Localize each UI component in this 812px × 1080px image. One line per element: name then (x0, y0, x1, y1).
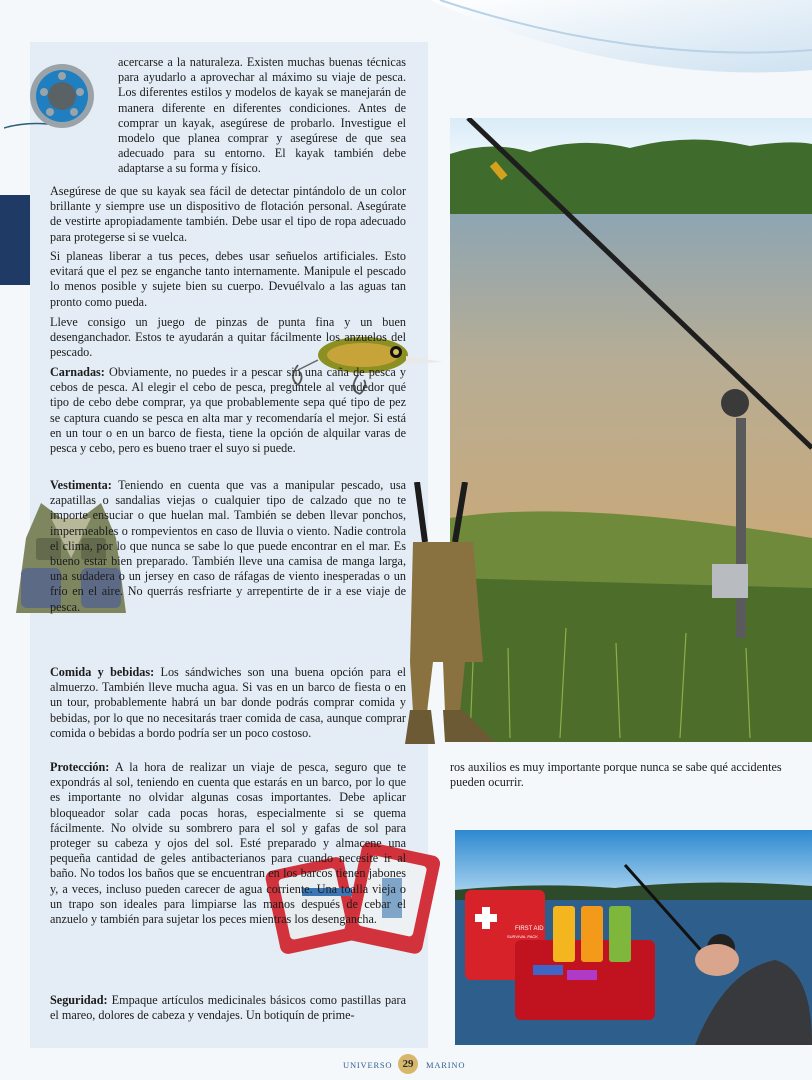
carnadas-text: Obviamente, no puedes ir a pescar sin una caña de pesca y cebos de pesca. Al elegir el cebo de pesca, pregúntele al vendedor qué tipo de cebo debe comprar, ya que probablemente sepa qué tipo de pez se captura cuando se pesca en alta mar y recomendaría el mejor. Si está en un tour o en un barco de fiesta, tiene la opción de alquilar varas de pesca y cebo, pero es bueno traer el suyo si puede. (50, 365, 407, 456)
section-carnadas (50, 365, 406, 456)
proteccion-text: A la hora de realizar un viaje de pesca, seguro que te expondrás al sol, teniendo en cuenta que estarás en un barco, por lo que es importante no olvidar algunas cosas importantes. Debe aplicar bloqueador solar cada pocas horas, especialmente si se quema fácilmente. No olvide su sombrero para el sol y gafas de sol para proteger su cabeza y ojos del sol. Esté preparado y almacene una pequeña cantidad de geles antibacterianos para cuando necesite ir al baño. No todos los baños que se encuentran en los barcos tienen jabones y, a veces, incluso pueden carecer de agua corriente. Una toalla vieja o un trapo son ideales para limpiarse las manos después de cebar el anzuelo y también para sujetar los peces mientras los desengancha. (50, 760, 407, 927)
section-seguridad (50, 993, 406, 1023)
kit-brand: FIRST AID (515, 926, 544, 932)
kit-sub: SURVIVAL PACK (507, 934, 538, 939)
seguridad-text: Empaque artículos medicinales básicos como pastillas para el mareo, dolores de cabeza y vendajes. Un botiquín de prime- (50, 993, 407, 1023)
proteccion-label: Protección: (50, 760, 110, 774)
section-vestimenta (50, 478, 406, 615)
paragraph-pliers: Lleve consigo un juego de pinzas de punta fina y un buen desenganchador. Estos te ayudarán a quitar fácilmente los anzuelos del pescado. (50, 315, 406, 360)
paragraph-visibility: Asegúrese de que su kayak sea fácil de detectar pintándolo de un color brillante y siempre use un dispositivo de flotación personal. Asegúrate de vestirte apropiadamente también. Debe usar el tipo de ropa adecuado para protegerse si se vuelca. (50, 184, 406, 244)
kayak-first-aid-photo (455, 830, 812, 1045)
comida-label: Comida y bebidas: (50, 665, 155, 679)
section-comida (50, 665, 406, 741)
seguridad-label: Seguridad: (50, 993, 108, 1007)
right-continuation: ros auxilios es muy importante porque nunca se sabe qué accidentes pueden ocurrir. (450, 760, 782, 790)
footer-left-label: UNIVERSO (343, 1060, 393, 1070)
section-proteccion (50, 760, 406, 927)
vestimenta-text: Teniendo en cuenta que vas a manipular pescado, usa zapatillas o sandalias viejas o cualquier tipo de calzado que no te importe ensuciar o que huelan mal. También se deben llevar ponchos, impermeables o rompevientos en caso de lluvia o viento. Nadie controla el clima, por lo que nunca se sabe lo que puede encontrar en el mar. Es bueno estar bien preparado. También lleve una camisa de manga larga, una sudadera o un jersey en caso de ráfagas de viento inesperadas o un frío en el aire. No querrás resfriarte y arrepentirte de ir a ese viaje de pesca. (50, 478, 407, 614)
intro-paragraph: acercarse a la naturaleza. Existen muchas buenas técnicas para ayudarlo a aprovechar al máximo su viaje de pesca. Los diferentes estilos y modelos de kayak se manejarán de manera diferente en diferentes condiciones. Antes de comprar un kayak, asegúrese de probarlo. Investigue el modelo que planea comprar y asegúrese de que sea adecuado para su entorno. El kayak también debe adaptarse a su forma y físico. (118, 55, 406, 176)
page-footer (0, 1052, 812, 1078)
comida-text: Los sándwiches son una buena opción para el almuerzo. También lleve mucha agua. Si vas en un barco de fiesta o en un tour, probablemente habrá un bar donde podrás comprar comida y bebidas, por lo que no necesitarás traer comida de casa, aunque comprar comida o bebidas a bordo podría ser un poco costoso. (50, 665, 407, 740)
fly-reel-icon (4, 52, 94, 142)
page-number: 29 (398, 1054, 418, 1074)
side-tab (0, 195, 30, 285)
vestimenta-label: Vestimenta: (50, 478, 112, 492)
paragraph-release: Si planeas liberar a tus peces, debes usar señuelos artificiales. Esto evitará que el pez se enganche tanto internamente. Manipule el pescado lo menos posible y sujete bien su cuerpo. Devuélvalo a las aguas tan pronto como pueda. (50, 249, 406, 309)
footer-right-label: MARINO (426, 1060, 466, 1070)
chest-waders-icon (405, 482, 510, 752)
carnadas-label: Carnadas: (50, 365, 105, 379)
